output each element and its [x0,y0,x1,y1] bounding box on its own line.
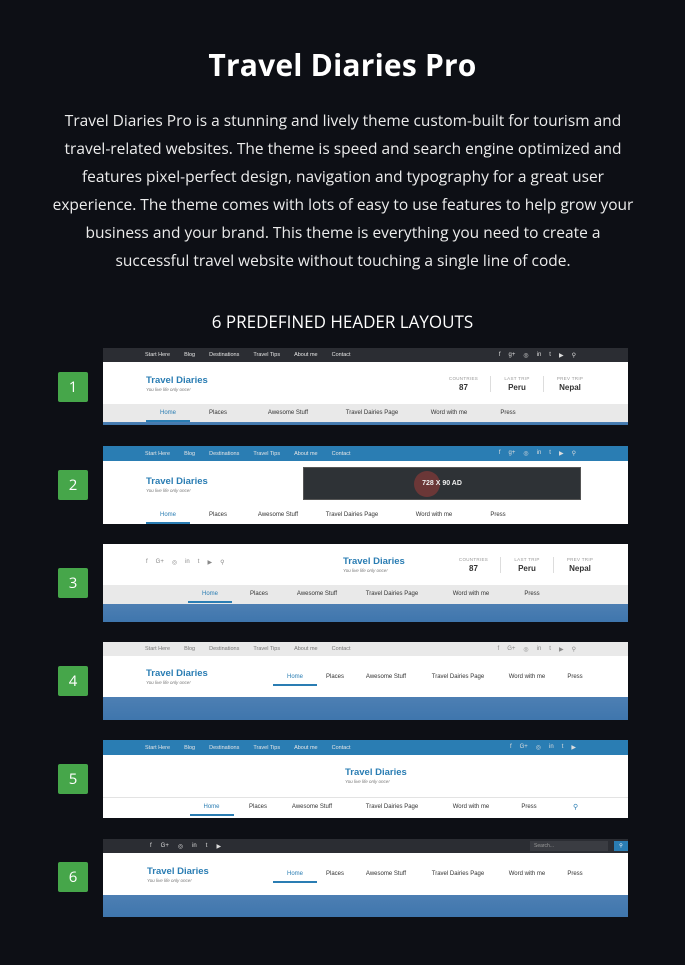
top-bar [103,348,628,362]
social-icons [499,450,576,457]
social-icons [150,843,221,850]
top-links [145,646,351,652]
main-nav [189,804,558,810]
nav-item-home[interactable]: Home [145,512,191,518]
search-input[interactable]: Search... [530,841,608,851]
layout-number-badge: 6 [58,862,88,892]
stat-countries: COUNTRIES 87 [448,376,479,392]
linkedin-icon[interactable]: in [549,744,554,750]
linkedin-icon[interactable]: in [536,351,542,358]
youtube-icon[interactable]: ▶ [558,451,564,457]
social-icons [499,352,576,359]
logo-tagline: You live life only once! [147,878,192,883]
search-icon[interactable]: ⚲ [571,646,576,653]
layout-number-badge: 2 [58,470,88,500]
instagram-icon[interactable]: ◎ [523,352,529,359]
header-layout-5 [103,740,628,818]
nav-item-places[interactable]: Places [249,591,268,597]
top-link[interactable]: Blog [184,646,196,652]
hero-strip [103,422,628,425]
nav-item-places[interactable]: Places [325,674,344,680]
hero-strip [103,697,628,720]
top-links [145,745,351,751]
nav-item-awesome-stuff[interactable]: Awesome Stuff [257,512,299,518]
top-link[interactable]: Start Here [145,646,171,652]
logo-tagline: You live life only once! [343,568,388,573]
nav-item-press[interactable]: Press [521,804,537,810]
logo[interactable] [146,476,208,493]
nav-item-awesome-stuff[interactable]: Awesome Stuff [296,591,338,597]
logo-name: Travel Diaries [146,476,208,487]
top-link[interactable]: About me [294,646,318,652]
nav-item-word-with-me[interactable]: Word with me [452,591,490,597]
nav-item-word-with-me[interactable]: Word with me [508,674,546,680]
logo[interactable] [343,556,405,573]
instagram-icon[interactable]: ◎ [535,745,542,751]
top-link[interactable]: Start Here [145,450,171,457]
nav-item-awesome-stuff[interactable]: Awesome Stuff [267,410,309,416]
stat-last-trip: LAST TRIP Peru [500,557,553,573]
layout-number-badge: 1 [58,372,88,402]
facebook-icon[interactable]: f [498,450,501,456]
google-plus-icon[interactable]: G+ [519,744,528,750]
twitter-icon[interactable]: t [549,351,551,358]
twitter-icon[interactable]: t [197,559,200,565]
stat-prev-trip: PREV TRIP Nepal [543,376,596,392]
youtube-icon[interactable]: ▶ [571,745,576,751]
main-nav [273,674,593,680]
header-layout-1 [103,348,628,425]
facebook-icon[interactable]: f [498,351,501,358]
nav-item-word-with-me[interactable]: Word with me [508,871,546,877]
linkedin-icon[interactable]: in [192,842,197,849]
search-icon[interactable]: ⚲ [220,560,225,566]
google-plus-icon[interactable]: G+ [160,842,169,849]
hero-strip [103,895,628,917]
twitter-icon[interactable]: t [205,842,208,849]
logo[interactable] [146,375,208,392]
logo-tagline: You live life only once! [146,488,191,493]
top-links [145,451,351,457]
facebook-icon[interactable]: f [509,744,512,750]
nav-item-awesome-stuff[interactable]: Awesome Stuff [291,804,333,810]
social-icons [146,559,224,566]
google-plus-icon[interactable]: g+ [508,351,516,358]
nav-item-word-with-me[interactable]: Word with me [430,410,468,416]
search-icon[interactable]: ⚲ [573,804,579,811]
description: Travel Diaries Pro is a stunning and lively theme custom-built for tourism and travel-related websites. The theme is speed and search engine optimized and features pixel-perfect design, navigation and typography for a great user experience. The theme comes with lots of easy to use features to help grow your business and your brand. This theme is everything you need to create a successful travel website without touching a single line of code. [52,109,634,271]
nav-item-press[interactable]: Press [567,674,583,680]
top-link[interactable]: Destinations [209,744,240,751]
logo-name: Travel Diaries [146,668,208,679]
top-links [145,352,351,358]
search-icon: ⚲ [619,843,623,849]
twitter-icon[interactable]: t [561,744,564,750]
nav-item-travel-dairies[interactable]: Travel Dairies Page [431,674,485,680]
layout-number-badge: 3 [58,568,88,598]
nav-item-press[interactable]: Press [567,871,583,877]
facebook-icon[interactable]: f [150,842,152,849]
nav-item-press[interactable]: Press [524,591,540,597]
main-nav [187,591,557,597]
nav-item-home[interactable]: Home [145,410,191,416]
layout-number-badge: 4 [58,666,88,696]
logo-name: Travel Diaries [345,767,407,778]
top-link[interactable]: Blog [184,744,196,751]
nav-item-awesome-stuff[interactable]: Awesome Stuff [365,871,407,877]
ad-banner[interactable] [303,467,581,500]
instagram-icon[interactable]: ◎ [171,560,178,566]
nav-item-home[interactable]: Home [273,871,317,877]
page-title: Travel Diaries Pro [208,44,477,85]
top-bar [103,740,628,755]
nav-item-places[interactable]: Places [248,804,267,810]
top-link[interactable]: Contact [331,646,351,652]
stat-prev-trip: PREV TRIP Nepal [553,557,606,573]
google-plus-icon[interactable]: G+ [155,559,164,565]
linkedin-icon[interactable]: in [536,450,542,456]
instagram-icon[interactable]: ◎ [177,843,184,850]
top-link[interactable]: Contact [331,450,351,457]
facebook-icon[interactable]: f [146,559,148,565]
header-layout-6 [103,839,628,917]
logo[interactable] [147,866,209,883]
stat-last-trip: LAST TRIP Peru [490,376,543,392]
google-plus-icon[interactable]: G+ [507,645,516,652]
main-nav [145,410,531,416]
nav-item-places[interactable]: Places [208,512,227,518]
instagram-icon[interactable]: ◎ [523,646,529,653]
youtube-icon[interactable]: ▶ [216,843,222,850]
facebook-icon[interactable]: f [497,645,500,652]
layout-number-badge: 5 [58,764,88,794]
instagram-icon[interactable]: ◎ [523,451,529,457]
nav-item-travel-dairies[interactable]: Travel Dairies Page [431,871,485,877]
logo-tagline: You live life only once! [146,387,191,392]
logo-name: Travel Diaries [147,866,209,877]
social-icons [498,646,576,653]
twitter-icon[interactable]: t [549,645,551,652]
top-link[interactable]: Start Here [145,352,171,358]
search-icon[interactable]: ⚲ [571,352,576,359]
trip-stats [437,376,596,392]
nav-item-travel-dairies[interactable]: Travel Dairies Page [365,804,419,810]
stat-countries: COUNTRIES 87 [458,557,489,573]
hero-strip [103,604,628,622]
top-link[interactable]: About me [294,450,318,457]
nav-item-places[interactable]: Places [208,410,227,416]
top-link[interactable]: Travel Tips [253,744,281,751]
top-bar [103,446,628,461]
search-button[interactable] [614,841,628,851]
header-layout-3 [103,544,628,622]
top-link[interactable]: Contact [331,744,351,751]
twitter-icon[interactable]: t [549,450,551,456]
logo-tagline: You live life only once! [146,680,191,685]
top-link[interactable]: Travel Tips [253,646,281,652]
top-link[interactable]: About me [294,352,318,358]
top-link[interactable]: Start Here [145,744,171,751]
top-bar [103,839,628,853]
nav-item-travel-dairies[interactable]: Travel Dairies Page [365,591,419,597]
top-link[interactable]: About me [294,744,318,751]
logo-name: Travel Diaries [146,375,208,386]
top-link[interactable]: Blog [184,352,196,358]
youtube-icon[interactable]: ▶ [558,646,564,653]
top-link[interactable]: Destinations [209,646,240,652]
trip-stats [447,557,606,573]
nav-item-awesome-stuff[interactable]: Awesome Stuff [365,674,407,680]
google-plus-icon[interactable]: g+ [508,450,516,456]
social-icons [510,744,576,751]
logo[interactable] [146,668,208,685]
youtube-icon[interactable]: ▶ [558,352,564,359]
nav-item-travel-dairies[interactable]: Travel Dairies Page [345,410,399,416]
logo-tagline: You live life only once! [345,779,390,784]
section-subtitle: 6 PREDEFINED HEADER LAYOUTS [211,310,474,333]
youtube-icon[interactable]: ▶ [207,560,213,566]
nav-item-places[interactable]: Places [325,871,344,877]
search-icon[interactable]: ⚲ [571,451,576,457]
main-nav [273,871,593,877]
logo-name: Travel Diaries [343,556,405,567]
nav-item-press[interactable]: Press [490,512,506,518]
nav-bar [103,797,628,798]
nav-item-word-with-me[interactable]: Word with me [415,512,453,518]
top-link[interactable]: Travel Tips [253,352,281,358]
nav-item-home[interactable]: Home [189,804,234,810]
top-bar [103,642,628,656]
top-link[interactable]: Blog [184,450,196,457]
nav-item-home[interactable]: Home [273,674,317,680]
nav-item-word-with-me[interactable]: Word with me [452,804,490,810]
header-layout-2 [103,446,628,524]
logo[interactable] [345,767,407,784]
linkedin-icon[interactable]: in [536,645,542,652]
ad-label: 728 X 90 AD [422,480,462,487]
top-link[interactable]: Travel Tips [253,450,281,457]
header-layout-4 [103,642,628,720]
linkedin-icon[interactable]: in [185,559,190,565]
top-link[interactable]: Destinations [209,352,240,358]
main-nav [145,512,521,518]
nav-item-press[interactable]: Press [500,410,516,416]
top-link[interactable]: Contact [331,352,351,358]
top-link[interactable]: Destinations [209,450,240,457]
nav-item-travel-dairies[interactable]: Travel Dairies Page [325,512,379,518]
nav-item-home[interactable]: Home [187,591,233,597]
